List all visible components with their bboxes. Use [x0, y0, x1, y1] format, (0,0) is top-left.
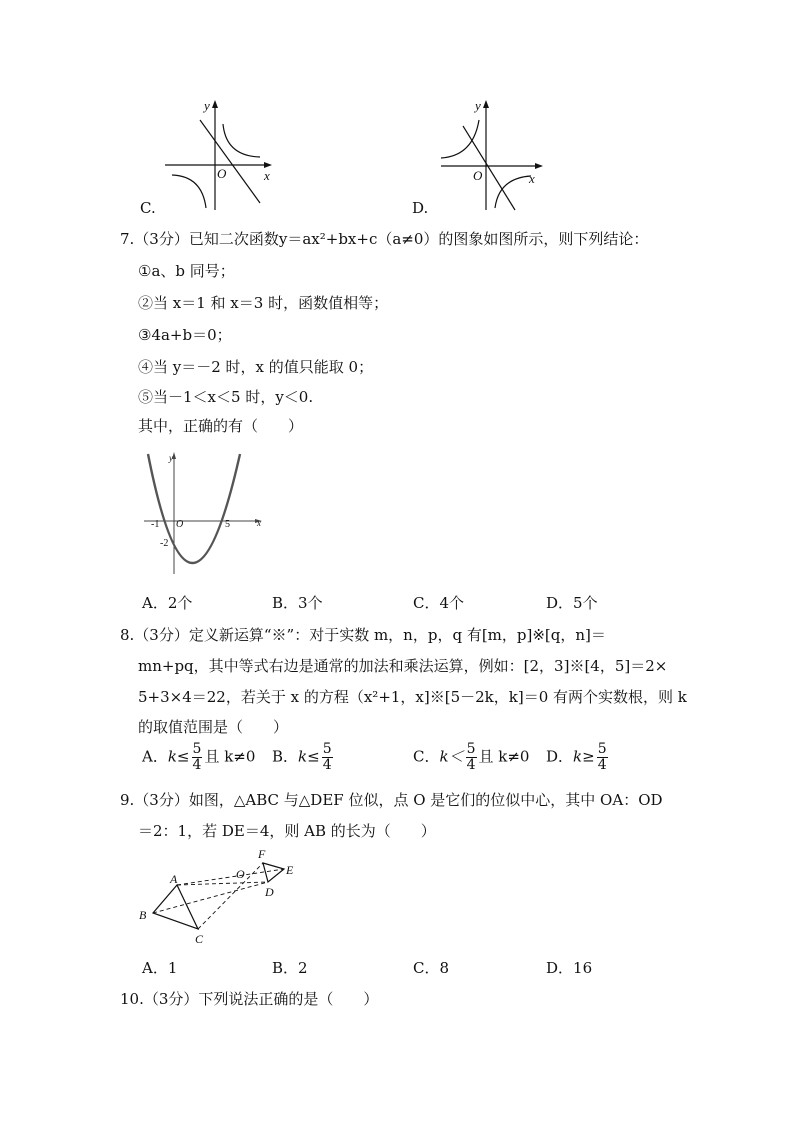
q8-choice-d[interactable]	[546, 742, 610, 773]
point-f-label: F	[258, 847, 266, 861]
q7-choice-a[interactable]: A．2个	[142, 594, 193, 612]
fraction-5-4: $\frac{5}{4}$	[597, 741, 607, 773]
fraction-5-4: $\frac{5}{4}$	[322, 741, 332, 773]
fraction-5-4: $\frac{5}{4}$	[466, 741, 476, 773]
graph-neg2-label: -2	[160, 538, 169, 549]
q6-graph-c	[160, 98, 280, 213]
point-e-label: E	[286, 863, 294, 877]
q9-choice-d[interactable]: D．16	[546, 959, 593, 977]
q7-choice-c[interactable]: C．4个	[413, 594, 465, 612]
point-c-label: C	[195, 932, 204, 946]
q7-choice-b[interactable]: B．3个	[272, 594, 323, 612]
choice-d-label: D．	[546, 747, 574, 766]
q8-line-1: 8.（3分）定义新运算“※”：对于实数 m，n，p，q 有[m，p]※[q，n]＝	[120, 626, 606, 644]
origin-label: O	[217, 166, 227, 181]
choice-a-label: A．	[142, 747, 168, 766]
graph-origin-label: O	[176, 519, 184, 530]
q8-line-2: mn+pq，其中等式右边是通常的加法和乘法运算，例如：[2，3]※[4，5]＝2×	[138, 657, 668, 675]
q8-choice-a[interactable]	[142, 742, 255, 773]
y-label: y	[204, 98, 210, 113]
q6-graph-d	[433, 98, 553, 213]
q9-choice-b[interactable]: B．2	[272, 959, 308, 977]
choice-a-suffix: 且 k≠0	[204, 747, 256, 766]
q7-item-2: ②当 x＝1 和 x＝3 时，函数值相等；	[138, 294, 389, 312]
q7-item-1: ①a、b 同号；	[138, 262, 235, 280]
graph-y-label: y	[169, 453, 173, 463]
choice-d-prefix: k≥	[573, 747, 595, 766]
q8-line-3: 5+3×4＝22，若关于 x 的方程（x²+1，x]※[5－2k，k]＝0 有两个实数根，则 k	[138, 688, 687, 706]
q7-choice-d[interactable]: D．5个	[546, 594, 598, 612]
q9-line-2: ＝2：1，若 DE＝4，则 AB 的长为（ ）	[138, 822, 436, 840]
q8-choice-c[interactable]	[413, 742, 529, 773]
graph-5-label: 5	[225, 519, 230, 530]
q9-line-1: 9.（3分）如图，△ABC 与△DEF 位似，点 O 是它们的位似中心，其中 OA：OD	[120, 791, 663, 809]
dash-a-d	[177, 882, 268, 885]
y-axis-arrow	[212, 100, 218, 108]
x-axis-arrow	[535, 163, 543, 169]
q6-choice-c[interactable]: C.	[140, 199, 156, 217]
choice-c-suffix: 且 k≠0	[478, 747, 530, 766]
point-a-label: A	[170, 872, 178, 886]
line-graph	[200, 120, 260, 203]
y-axis-arrow	[483, 100, 489, 108]
q8-line-4: 的取值范围是（ ）	[138, 718, 289, 736]
q7-item-4: ④当 y＝－2 时，x 的值只能取 0；	[138, 358, 374, 376]
choice-a-prefix: k≤	[167, 747, 190, 766]
q8-choice-b[interactable]	[272, 742, 335, 773]
fraction-5-4: $\frac{5}{4}$	[192, 741, 202, 773]
q7-question: 其中，正确的有（ ）	[138, 417, 304, 435]
q9-similar-triangles-figure	[135, 845, 310, 945]
point-d-label: D	[265, 885, 274, 899]
q6-choice-d[interactable]: D.	[412, 199, 429, 217]
point-o-label: O	[236, 867, 245, 881]
point-b-label: B	[139, 908, 147, 922]
graph-x-label: x	[257, 518, 261, 528]
q9-choice-c[interactable]: C．8	[413, 959, 450, 977]
y-label: y	[475, 98, 481, 113]
q7-stem: 7.（3分）已知二次函数y＝ax²+bx+c（a≠0）的图象如图所示，则下列结论：	[120, 230, 649, 248]
choice-c-label: C．	[413, 747, 440, 766]
hyperbola-branch-lower-right	[495, 176, 531, 208]
choice-b-prefix: k≤	[298, 747, 320, 766]
hyperbola-branch-upper	[223, 124, 260, 157]
q7-parabola-graph	[140, 452, 270, 577]
choice-b-label: B．	[272, 747, 299, 766]
q7-item-5: ⑤当－1＜x＜5 时，y＜0.	[138, 388, 314, 406]
q7-item-3: ③4a+b＝0；	[138, 326, 232, 344]
hyperbola-branch-lower	[172, 175, 206, 208]
choice-c-prefix: k＜	[439, 747, 464, 766]
dash-b-d	[153, 882, 268, 913]
q9-choice-a[interactable]: A．1	[142, 959, 178, 977]
line-graph	[463, 126, 515, 210]
x-label: x	[264, 168, 270, 183]
origin-label: O	[473, 168, 483, 183]
graph-neg1-label: -1	[151, 519, 160, 530]
dash-c-f	[198, 863, 263, 929]
triangle-def	[263, 863, 284, 882]
hyperbola-branch-upper-left	[441, 120, 479, 158]
x-label: x	[529, 171, 535, 186]
q10-stem: 10.（3分）下列说法正确的是（ ）	[120, 990, 379, 1008]
